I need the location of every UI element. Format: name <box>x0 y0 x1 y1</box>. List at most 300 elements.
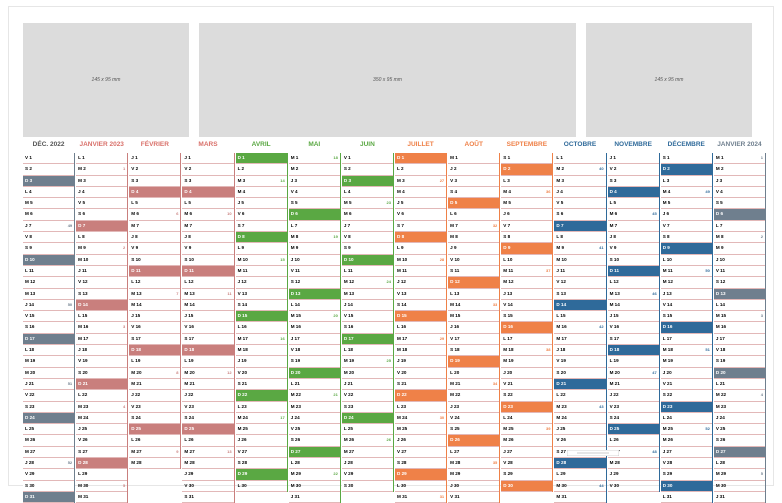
day-cell <box>448 481 499 492</box>
day-number: M 9 <box>78 245 86 251</box>
day-number: M 3 <box>237 177 246 183</box>
day-number: D 1 <box>397 155 405 160</box>
day-cell <box>23 255 74 266</box>
month-header: JANVIER 2023 <box>79 141 124 148</box>
day-number: M 6 <box>609 211 618 217</box>
day-cell <box>129 255 180 266</box>
day-cell <box>395 413 446 424</box>
day-cell <box>129 311 180 322</box>
month-column <box>342 153 394 492</box>
day-cell <box>661 413 712 424</box>
day-cell <box>714 221 765 232</box>
day-number: M 10 <box>556 256 567 262</box>
day-number: M 31 <box>556 493 567 499</box>
day-cell <box>448 334 499 345</box>
day-number: M 15 <box>290 313 301 319</box>
day-number: M 15 <box>715 313 727 319</box>
day-cell <box>236 198 287 209</box>
day-cell <box>236 334 287 345</box>
day-cell <box>714 187 765 198</box>
day-cell <box>236 458 287 469</box>
day-cell <box>661 458 712 469</box>
day-cell <box>395 390 446 401</box>
day-number: V 11 <box>290 267 300 273</box>
week-number: 3 <box>760 313 763 319</box>
day-number: V 2 <box>131 166 139 172</box>
day-cell <box>289 379 340 390</box>
day-cell <box>501 153 552 164</box>
day-cell <box>342 221 393 232</box>
day-number: M 12 <box>662 279 673 285</box>
day-number: V 27 <box>237 448 248 454</box>
day-number: D 10 <box>343 256 354 262</box>
day-cell <box>714 153 765 164</box>
day-cell <box>714 266 765 277</box>
day-number: M 14 <box>609 301 620 307</box>
day-cell <box>608 334 659 345</box>
day-cell <box>395 255 446 266</box>
day-number: S 30 <box>25 482 35 488</box>
day-number: M 23 <box>715 403 727 409</box>
day-cell <box>448 232 499 243</box>
day-number: V 2 <box>184 166 192 172</box>
day-number: M 21 <box>450 380 461 386</box>
day-cell <box>76 322 127 333</box>
day-number: D 20 <box>290 369 301 375</box>
day-cell <box>182 311 233 322</box>
day-number: M 30 <box>78 482 89 488</box>
day-cell <box>501 232 552 243</box>
day-cell <box>395 221 446 232</box>
day-number: D 22 <box>237 392 248 398</box>
day-number: M 18 <box>397 347 408 353</box>
day-number: S 20 <box>78 369 88 375</box>
day-number: L 4 <box>343 188 351 194</box>
day-cell <box>554 379 605 390</box>
day-number: V 16 <box>131 324 141 330</box>
day-number: M 10 <box>237 256 248 262</box>
day-number: S 2 <box>343 166 351 172</box>
day-number: J 15 <box>131 313 141 319</box>
day-number: J 31 <box>715 493 725 499</box>
day-number: D 21 <box>556 380 567 386</box>
day-cell <box>182 424 233 435</box>
day-number: J 23 <box>450 403 460 409</box>
day-cell <box>714 481 765 492</box>
month-column <box>661 153 713 503</box>
day-cell <box>342 209 393 220</box>
day-cell <box>554 277 605 288</box>
day-cell <box>236 209 287 220</box>
day-cell <box>448 402 499 413</box>
day-cell <box>23 322 74 333</box>
month-column <box>448 153 500 503</box>
day-cell <box>76 481 127 492</box>
day-cell <box>289 311 340 322</box>
day-number: J 1 <box>184 155 191 160</box>
day-cell <box>661 153 712 164</box>
week-number: 33 <box>492 301 498 307</box>
day-cell <box>182 164 233 175</box>
day-cell <box>608 356 659 367</box>
day-number: V 29 <box>343 471 354 477</box>
week-number: 22 <box>333 471 338 477</box>
day-number: M 21 <box>609 380 620 386</box>
day-number: D 25 <box>609 426 620 432</box>
day-number: L 5 <box>131 200 138 206</box>
day-cell <box>554 198 605 209</box>
day-number: D 28 <box>556 460 567 466</box>
day-number: D 29 <box>237 471 248 477</box>
day-number: M 26 <box>25 437 36 443</box>
day-number: V 15 <box>343 313 354 319</box>
day-number: D 12 <box>450 279 460 285</box>
week-number: 10 <box>227 211 232 217</box>
day-number: V 16 <box>184 324 194 330</box>
day-cell <box>129 153 180 164</box>
day-number: M 28 <box>131 460 142 466</box>
day-cell <box>501 402 552 413</box>
day-number: M 30 <box>556 482 567 488</box>
day-cell <box>554 255 605 266</box>
day-cell <box>554 187 605 198</box>
week-number: 23 <box>386 200 391 206</box>
month-column <box>289 153 341 503</box>
day-number: S 8 <box>662 234 670 240</box>
day-cell <box>289 300 340 311</box>
day-number: J 14 <box>343 301 353 307</box>
day-number: L 17 <box>662 335 672 341</box>
day-cell <box>395 481 446 492</box>
day-cell <box>182 469 233 480</box>
day-cell <box>76 153 127 164</box>
day-cell <box>501 277 552 288</box>
day-cell <box>76 187 127 198</box>
day-number: M 17 <box>237 335 248 341</box>
day-number: M 21 <box>131 380 142 386</box>
day-cell <box>448 356 499 367</box>
day-cell <box>448 221 499 232</box>
day-cell <box>342 402 393 413</box>
day-number: J 20 <box>503 369 513 375</box>
day-number: J 20 <box>662 369 672 375</box>
day-cell <box>236 322 287 333</box>
week-number: 18 <box>333 155 338 160</box>
day-cell <box>501 198 552 209</box>
day-cell <box>289 356 340 367</box>
day-number: V 28 <box>503 460 513 466</box>
day-cell <box>23 277 74 288</box>
day-cell <box>608 164 659 175</box>
day-number: M 13 <box>25 290 36 296</box>
day-number: V 18 <box>715 347 726 353</box>
day-cell <box>76 232 127 243</box>
day-cell <box>395 153 446 164</box>
day-cell <box>23 379 74 390</box>
day-number: L 16 <box>237 324 247 330</box>
day-number: L 4 <box>25 188 32 194</box>
day-cell <box>129 198 180 209</box>
day-number: D 30 <box>503 482 513 488</box>
day-cell <box>182 221 233 232</box>
day-number: S 23 <box>25 403 35 409</box>
day-cell <box>501 379 552 390</box>
day-cell <box>448 187 499 198</box>
day-number: L 22 <box>556 392 566 398</box>
day-number: M 13 <box>184 290 195 296</box>
day-number: D 13 <box>715 290 726 296</box>
ad-placeholder-right <box>586 23 752 137</box>
day-number: V 28 <box>662 460 673 466</box>
day-number: S 16 <box>343 324 354 330</box>
day-cell <box>342 334 393 345</box>
day-cell <box>714 198 765 209</box>
week-number: 35 <box>492 460 498 466</box>
month-column <box>182 153 234 503</box>
month-column <box>501 153 553 492</box>
day-number: V 20 <box>237 369 248 375</box>
day-number: M 11 <box>503 267 514 273</box>
day-number: V 19 <box>556 358 566 364</box>
day-cell <box>448 153 499 164</box>
week-number: 16 <box>280 335 285 341</box>
day-cell <box>23 481 74 492</box>
day-number: J 27 <box>662 448 672 454</box>
day-cell <box>76 492 127 503</box>
day-cell <box>182 176 233 187</box>
day-cell <box>342 469 393 480</box>
day-number: J 8 <box>609 234 616 240</box>
day-number: V 25 <box>715 426 726 432</box>
day-number: M 24 <box>237 414 248 420</box>
day-cell <box>608 277 659 288</box>
day-number: M 4 <box>237 188 246 194</box>
month-column <box>23 153 75 503</box>
day-cell <box>608 209 659 220</box>
day-cell <box>448 368 499 379</box>
day-cell <box>554 209 605 220</box>
day-cell <box>608 322 659 333</box>
day-number: M 5 <box>343 200 352 206</box>
day-number: J 31 <box>290 493 300 499</box>
day-cell <box>342 277 393 288</box>
day-cell <box>23 243 74 254</box>
day-cell <box>76 390 127 401</box>
day-cell <box>76 311 127 322</box>
day-cell <box>129 322 180 333</box>
day-cell <box>661 334 712 345</box>
day-cell <box>448 255 499 266</box>
day-cell <box>661 277 712 288</box>
day-number: V 9 <box>131 245 139 251</box>
day-cell <box>182 153 233 164</box>
day-cell <box>342 176 393 187</box>
day-number: D 16 <box>503 324 513 330</box>
month-header: MAI <box>308 141 321 148</box>
day-cell <box>608 187 659 198</box>
day-number: V 22 <box>343 392 354 398</box>
week-number: 2 <box>760 234 763 240</box>
day-number: S 26 <box>715 437 726 443</box>
week-number: 31 <box>439 493 445 499</box>
day-number: M 25 <box>662 426 673 432</box>
week-number: 39 <box>545 426 551 432</box>
day-cell <box>661 198 712 209</box>
week-number: 48 <box>652 448 657 454</box>
day-number: J 14 <box>25 301 34 307</box>
day-number: D 4 <box>131 188 139 194</box>
week-number: 30 <box>439 414 445 420</box>
day-cell <box>501 187 552 198</box>
day-cell <box>608 458 659 469</box>
day-cell <box>554 164 605 175</box>
day-cell <box>448 447 499 458</box>
day-number: S 17 <box>184 335 194 341</box>
day-number: S 12 <box>290 279 301 285</box>
day-number: J 26 <box>237 437 247 443</box>
day-number: D 23 <box>503 403 513 409</box>
week-number: 26 <box>386 437 391 443</box>
day-number: S 6 <box>78 211 86 217</box>
day-number: M 2 <box>290 166 299 172</box>
day-cell <box>501 356 552 367</box>
day-cell <box>236 413 287 424</box>
day-cell <box>501 435 552 446</box>
day-cell <box>76 458 127 469</box>
day-number: S 22 <box>662 392 673 398</box>
day-cell <box>76 277 127 288</box>
day-number: V 23 <box>609 403 620 409</box>
day-cell <box>342 424 393 435</box>
day-cell <box>608 221 659 232</box>
day-number: S 8 <box>503 234 511 240</box>
week-number: 5 <box>123 482 126 488</box>
day-number: V 17 <box>450 335 460 341</box>
day-number: M 27 <box>184 448 195 454</box>
day-cell <box>76 209 127 220</box>
day-cell <box>342 322 393 333</box>
day-number: M 5 <box>25 200 33 206</box>
day-cell <box>182 277 233 288</box>
day-number: S 24 <box>184 414 194 420</box>
day-cell <box>129 176 180 187</box>
day-number: M 25 <box>503 426 514 432</box>
day-cell <box>342 232 393 243</box>
day-number: D 16 <box>662 324 673 330</box>
day-cell <box>501 311 552 322</box>
day-cell <box>714 435 765 446</box>
day-number: S 19 <box>715 358 726 364</box>
day-cell <box>448 164 499 175</box>
day-cell <box>182 368 233 379</box>
day-cell <box>23 266 74 277</box>
day-cell <box>661 176 712 187</box>
day-cell <box>661 345 712 356</box>
day-cell <box>395 198 446 209</box>
day-cell <box>661 311 712 322</box>
day-number: S 27 <box>78 448 88 454</box>
day-number: D 25 <box>131 426 141 432</box>
day-number: J 13 <box>503 290 513 296</box>
day-number: M 7 <box>609 222 618 228</box>
day-number: S 5 <box>290 200 298 206</box>
day-number: V 21 <box>503 380 513 386</box>
day-number: J 16 <box>450 324 460 330</box>
day-cell <box>661 492 712 503</box>
day-cell <box>289 209 340 220</box>
day-number: S 3 <box>131 177 139 183</box>
month-header: SEPTEMBRE <box>506 141 548 148</box>
day-number: J 6 <box>503 211 510 217</box>
month-header: JANVIER 2024 <box>717 141 762 148</box>
day-cell <box>23 368 74 379</box>
day-number: M 6 <box>184 211 193 217</box>
week-number: 21 <box>333 392 338 398</box>
day-cell <box>448 243 499 254</box>
day-cell <box>501 266 552 277</box>
day-cell <box>395 266 446 277</box>
week-number: 1 <box>760 155 763 160</box>
day-cell <box>448 322 499 333</box>
day-cell <box>714 176 765 187</box>
day-cell <box>76 164 127 175</box>
day-number: D 23 <box>662 403 673 409</box>
day-cell <box>23 390 74 401</box>
day-number: S 3 <box>609 177 617 183</box>
day-number: V 6 <box>237 211 245 217</box>
day-number: V 2 <box>609 166 617 172</box>
month-grid <box>23 139 767 499</box>
day-number: M 15 <box>450 313 461 319</box>
day-number: J 25 <box>556 426 566 432</box>
day-number: J 17 <box>715 335 725 341</box>
month-column <box>236 153 288 492</box>
week-number: 49 <box>705 188 710 194</box>
day-number: L 19 <box>184 358 194 364</box>
day-number: D 9 <box>662 245 670 251</box>
week-number: 25 <box>386 358 391 364</box>
day-number: J 24 <box>715 414 725 420</box>
day-number: L 25 <box>25 426 35 432</box>
day-cell <box>23 424 74 435</box>
day-number: D 1 <box>237 155 245 160</box>
week-number: 41 <box>599 245 604 251</box>
day-cell <box>236 266 287 277</box>
day-number: M 7 <box>450 222 458 228</box>
day-number: L 11 <box>343 267 353 273</box>
day-cell <box>182 209 233 220</box>
week-number: 14 <box>280 177 285 183</box>
day-cell <box>76 356 127 367</box>
day-number: L 9 <box>397 245 404 251</box>
day-number: D 18 <box>131 347 141 353</box>
day-number: M 7 <box>184 222 193 228</box>
day-number: D 2 <box>503 166 511 172</box>
month-header: AOÛT <box>464 141 483 148</box>
day-number: L 6 <box>450 211 457 217</box>
day-cell <box>714 424 765 435</box>
day-cell <box>501 289 552 300</box>
day-cell <box>714 243 765 254</box>
day-cell <box>76 334 127 345</box>
day-number: J 1 <box>131 155 138 160</box>
day-number: S 18 <box>450 347 460 353</box>
day-cell <box>23 300 74 311</box>
day-cell <box>501 447 552 458</box>
day-cell <box>661 255 712 266</box>
day-number: M 13 <box>609 290 620 296</box>
day-number: J 10 <box>715 256 725 262</box>
